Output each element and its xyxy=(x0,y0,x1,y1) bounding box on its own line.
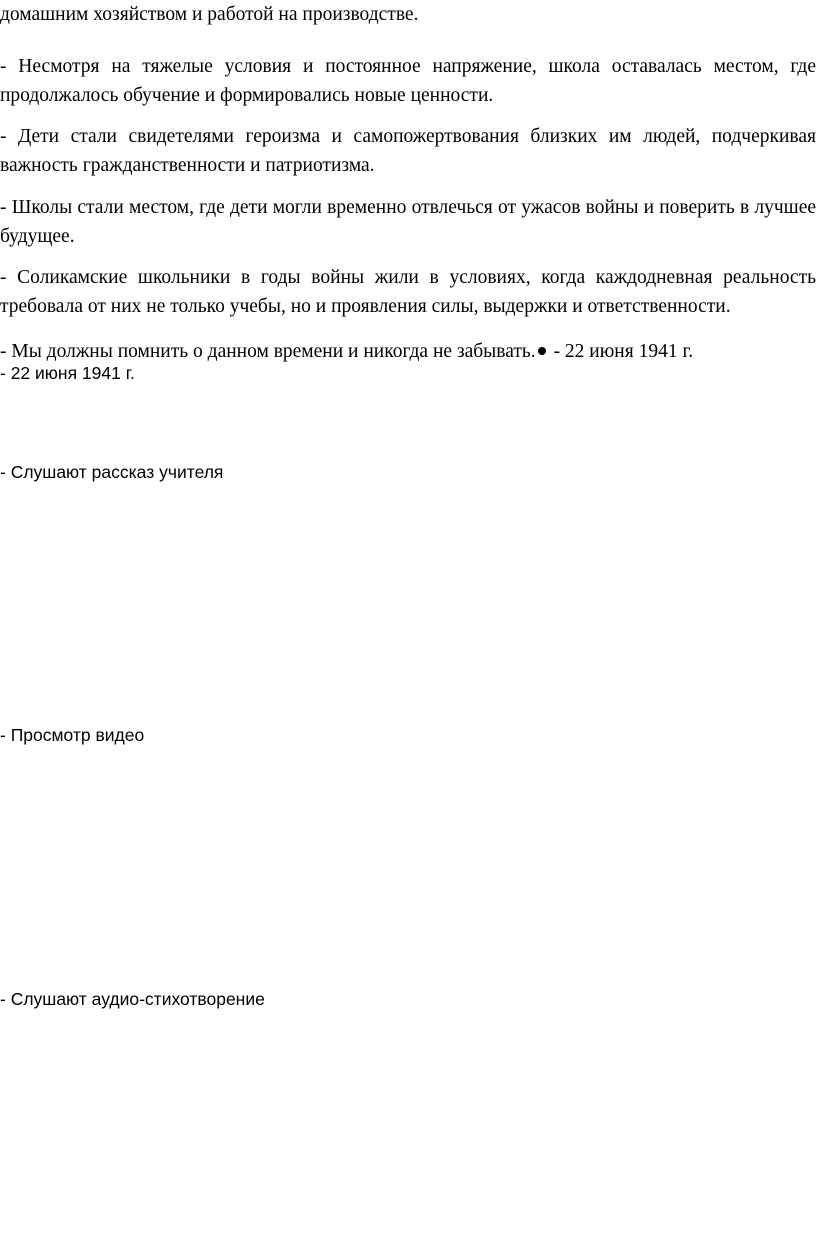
paragraph-3: - Дети стали свидетелями героизма и самопожертвования близких им людей, подчеркивая важность гражданственности и патриотизма. xyxy=(0,126,816,176)
remember-date: - 22 июня 1941 г. xyxy=(548,341,694,362)
bullet-icon xyxy=(538,347,546,355)
paragraph-2: - Несмотря на тяжелые условия и постоянное напряжение, школа оставалась местом, где продолжалось обучение и формировались новые ценности. xyxy=(0,56,816,106)
paragraph-5: - Соликамские школьники в годы войны жили в условиях, когда каждодневная реальность требовала от них не только учебы, но и проявления силы, выдержки и ответственности. xyxy=(0,267,816,317)
paragraph-1: домашним хозяйством и работой на производстве. xyxy=(0,4,419,25)
activity-audio-poem: - Слушают аудио-стихотворение xyxy=(0,989,265,1009)
activity-video: - Просмотр видео xyxy=(0,725,145,745)
date-line: - 22 июня 1941 г. xyxy=(0,363,135,383)
activity-teacher-story: - Слушают рассказ учителя xyxy=(0,462,224,482)
remember-text: - Мы должны помнить о данном времени и никогда не забывать. xyxy=(0,341,536,362)
paragraph-4: - Школы стали местом, где дети могли временно отвлечься от ужасов войны и поверить в лучшее будущее. xyxy=(0,197,816,247)
